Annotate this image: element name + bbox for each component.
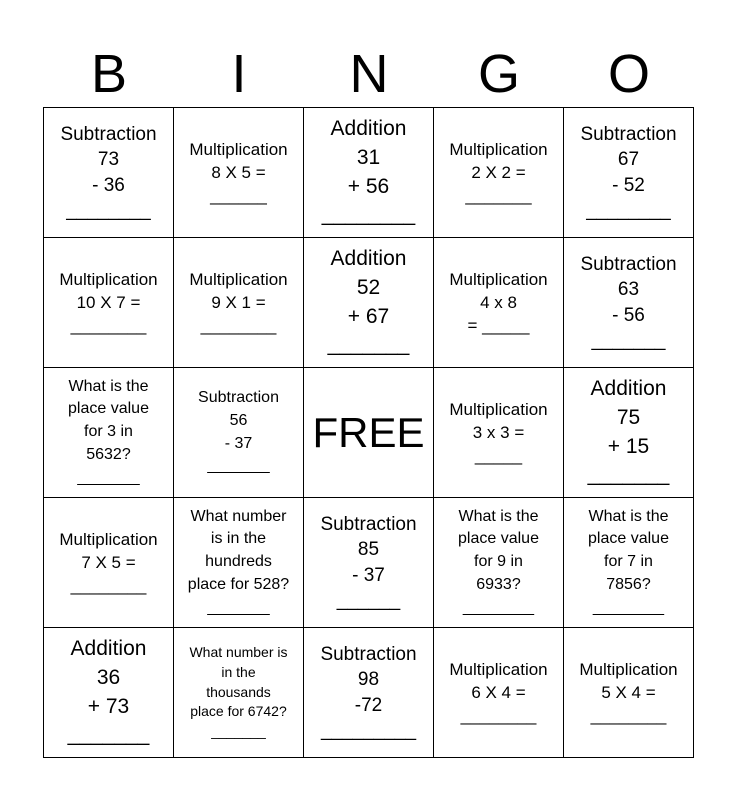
bingo-cell-r3-c2[interactable] <box>174 368 304 498</box>
cell-text: What number is in the hundreds place for 528? _______ <box>187 507 290 616</box>
bingo-cell-r5-c5[interactable] <box>564 628 694 758</box>
cell-text: Subtraction 56 - 37 _______ <box>198 389 279 475</box>
bingo-cell-r3-c4[interactable] <box>434 368 564 498</box>
bingo-cell-r2-c5[interactable] <box>564 238 694 368</box>
cell-text: Multiplication 7 X 5 = ________ <box>59 529 158 596</box>
bingo-cell-r3-c5[interactable] <box>564 368 694 498</box>
cell-text: Multiplication 9 X 1 = ________ <box>189 269 288 336</box>
cell-text: Subtraction 85 - 37 ______ <box>320 514 417 611</box>
header-letter-g: G <box>477 44 520 104</box>
cell-text: Multiplication 4 x 8 = _____ <box>449 269 548 336</box>
bingo-cell-r2-c2[interactable] <box>174 238 304 368</box>
bingo-cell-r4-c5[interactable] <box>564 498 694 628</box>
cell-text: What is the place value for 3 in 5632? _______ <box>68 377 149 486</box>
bingo-cell-r5-c3[interactable] <box>304 628 434 758</box>
bingo-cell-r5-c4[interactable] <box>434 628 564 758</box>
bingo-cell-r2-c4[interactable] <box>434 238 564 368</box>
cell-text: Multiplication 2 X 2 = _______ <box>449 139 548 206</box>
bingo-cell-r5-c1[interactable] <box>44 628 174 758</box>
cell-text: Subtraction 98 -72 _________ <box>320 644 417 741</box>
cell-text: Addition 36 + 73 _______ <box>67 636 150 747</box>
header-letter-i: I <box>231 44 247 104</box>
bingo-header <box>44 40 694 108</box>
bingo-cell-r1-c4[interactable] <box>434 108 564 238</box>
cell-text: What is the place value for 7 in 7856? ________ <box>588 507 669 616</box>
cell-text: Addition 75 + 15 _______ <box>587 376 670 487</box>
bingo-grid <box>43 107 694 758</box>
cell-text: Multiplication 10 X 7 = ________ <box>59 269 158 336</box>
bingo-cell-r2-c1[interactable] <box>44 238 174 368</box>
bingo-cell-r5-c2[interactable] <box>174 628 304 758</box>
bingo-cell-r4-c4[interactable] <box>434 498 564 628</box>
header-letter-b: B <box>90 44 128 104</box>
header-letter-n: N <box>349 44 389 104</box>
bingo-cell-r1-c3[interactable] <box>304 108 434 238</box>
cell-text: Addition 31 + 56 ________ <box>321 116 416 227</box>
bingo-cell-r2-c3[interactable] <box>304 238 434 368</box>
bingo-cell-r1-c2[interactable] <box>174 108 304 238</box>
cell-text: Multiplication 6 X 4 = ________ <box>449 659 548 726</box>
bingo-cell-r3-c1[interactable] <box>44 368 174 498</box>
cell-text: Multiplication 8 X 5 = ______ <box>189 139 288 206</box>
bingo-cell-r4-c3[interactable] <box>304 498 434 628</box>
cell-text: What is the place value for 9 in 6933? ________ <box>458 507 539 616</box>
cell-text: Subtraction 73 - 36 ________ <box>60 124 157 221</box>
cell-text: Addition 52 + 67 _______ <box>327 246 410 357</box>
bingo-cell-r1-c5[interactable] <box>564 108 694 238</box>
bingo-cell-r4-c1[interactable] <box>44 498 174 628</box>
cell-text: Multiplication 5 X 4 = ________ <box>579 659 678 726</box>
cell-text: Subtraction 67 - 52 ________ <box>580 124 677 221</box>
header-letter-o: O <box>607 44 650 104</box>
free-space-label: FREE <box>312 408 425 456</box>
bingo-cell-r1-c1[interactable] <box>44 108 174 238</box>
bingo-cell-r4-c2[interactable] <box>174 498 304 628</box>
cell-text: Subtraction 63 - 56 _______ <box>580 254 677 351</box>
bingo-cell-free[interactable] <box>304 368 434 498</box>
cell-text: Multiplication 3 x 3 = _____ <box>449 399 548 466</box>
cell-text: What number is in the thousands place for 6742? _______ <box>189 643 288 740</box>
